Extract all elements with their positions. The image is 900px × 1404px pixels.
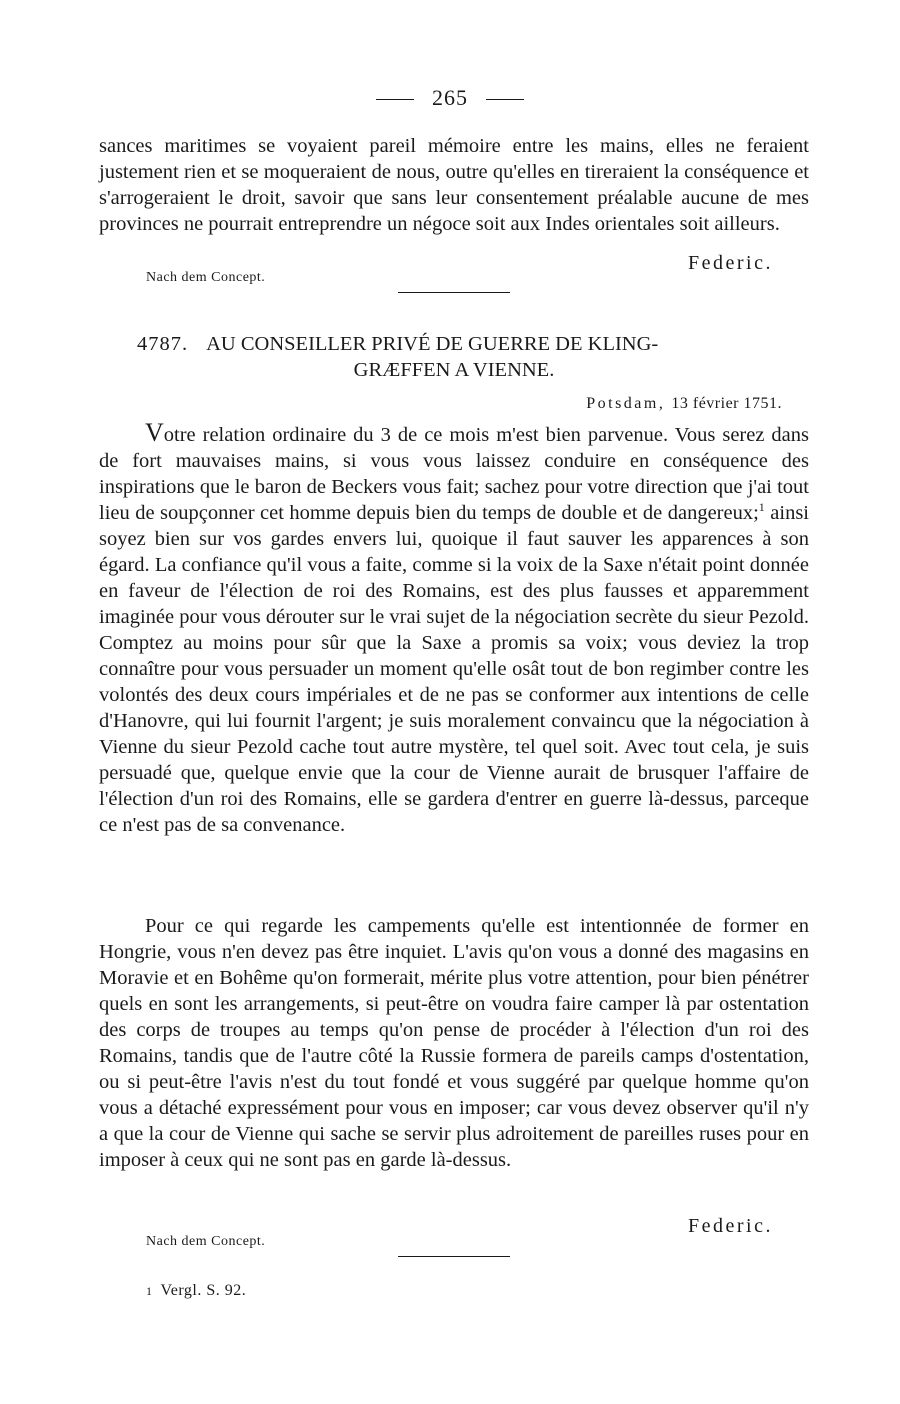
footnote-text: Vergl. S. 92. [160, 1282, 247, 1299]
letter-title-line2: GRÆFFEN A VIENNE. [353, 359, 555, 381]
continuation-paragraph: sances maritimes se voyaient pareil mémoire entre les mains, elles ne feraient justement rien et se moqueraient de nous, outre qu'elles en tireraient la conséquence et s'arrogeraient le droit, savoir que sans leur consentement préalable aucune de mes provinces ne pourrait entreprendre un négoce soit aux Indes orientales soit ailleurs. [99, 135, 809, 235]
letter-paragraph-1-part-a: otre relation ordinaire du 3 de ce mois m'est bien parvenue. Vous serez dans de fort mauvaises mains, si vous vous laissez conduire en conséquence des inspirations que le baron de Beckers vous fait; sachez pour votre direction que j'ai tout lieu de soupçonner cet homme depuis bien du temps de double et de dangereux; [99, 424, 809, 524]
footnote-mark: 1 [146, 1284, 153, 1298]
dateline [586, 395, 782, 413]
source-note-1: Nach dem Concept. [146, 270, 266, 285]
dateline-date: 13 février 1751. [671, 395, 782, 412]
section-divider-1 [398, 292, 510, 293]
dateline-place: Potsdam, [586, 395, 666, 412]
footnote [146, 1282, 246, 1300]
heading-line-1 [99, 331, 809, 357]
page-header [0, 85, 900, 111]
page-number: 265 [432, 85, 468, 110]
letter-paragraph-1-part-b: ainsi soyez bien sur vos gardes envers lui, quoique il faut sauver les apparences à son égard. La confiance qu'il vous a faite, comme si la voix de la Saxe n'était point donnée en faveur de l'élection de roi des Romains, est des plus fausses et apparemment imaginée pour vous dérouter sur le vrai sujet de la négociation secrète du sieur Pezold. Comptez au moins pour sûr que la Saxe a promis sa voix; vous deviez la trop connaître pour vous persuader un moment qu'elle osât tout de bon regimber contre les volontés des deux cours impériales et de ne pas se conformer aux intentions de celle d'Hanovre, qui lui fournit l'argent; je suis moralement convaincu que la négociation à Vienne du sieur Pezold cache tout autre mystère, tel quel soit. Avec tout cela, je suis persuadé que, quelque envie que la cour de Vienne aurait de brusquer l'affaire de l'élection d'un roi des Romains, elle se gardera d'entrer en guerre là-dessus, parceque ce n'est pas de sa convenance. [99, 502, 809, 836]
letter-title-line1: AU CONSEILLER PRIVÉ DE GUERRE DE KLING- [206, 333, 659, 355]
letter-heading [99, 331, 809, 383]
section-divider-2 [398, 1256, 510, 1257]
source-note-2: Nach dem Concept. [146, 1234, 266, 1249]
header-dash-right [486, 99, 524, 100]
signature-2: Federic. [688, 1215, 773, 1237]
letter-paragraph-1 [99, 420, 809, 838]
letter-number: 4787. [137, 333, 189, 355]
footnote-reference: 1 [758, 500, 765, 515]
heading-line-2 [99, 357, 809, 383]
header-dash-left [376, 99, 414, 100]
drop-cap: V [145, 418, 164, 447]
letter-paragraph-2: Pour ce qui regarde les campements qu'elle est intentionnée de former en Hongrie, vous n'en devez pas être inquiet. L'avis qu'on vous a donné des magasins en Moravie et en Bohême qu'on formerait, mérite plus votre attention, pour bien pénétrer quels en sont les arrangements, si peut-être on voudra faire camper là par ostentation des corps de troupes au temps qu'on pense de procéder à l'élection d'un roi des Romains, tandis que de l'autre côté la Russie formera de pareils camps d'ostentation, ou si peut-être l'avis n'est du tout fondé et vous suggéré par quelque homme qu'on vous a détaché expressément pour vous en imposer; car vous devez observer qu'il n'y a que la cour de Vienne qui sache se servir plus adroitement de pareilles ruses pour en imposer à ceux qui ne sont pas en garde là-dessus. [99, 915, 809, 1171]
signature-1: Federic. [688, 252, 773, 274]
